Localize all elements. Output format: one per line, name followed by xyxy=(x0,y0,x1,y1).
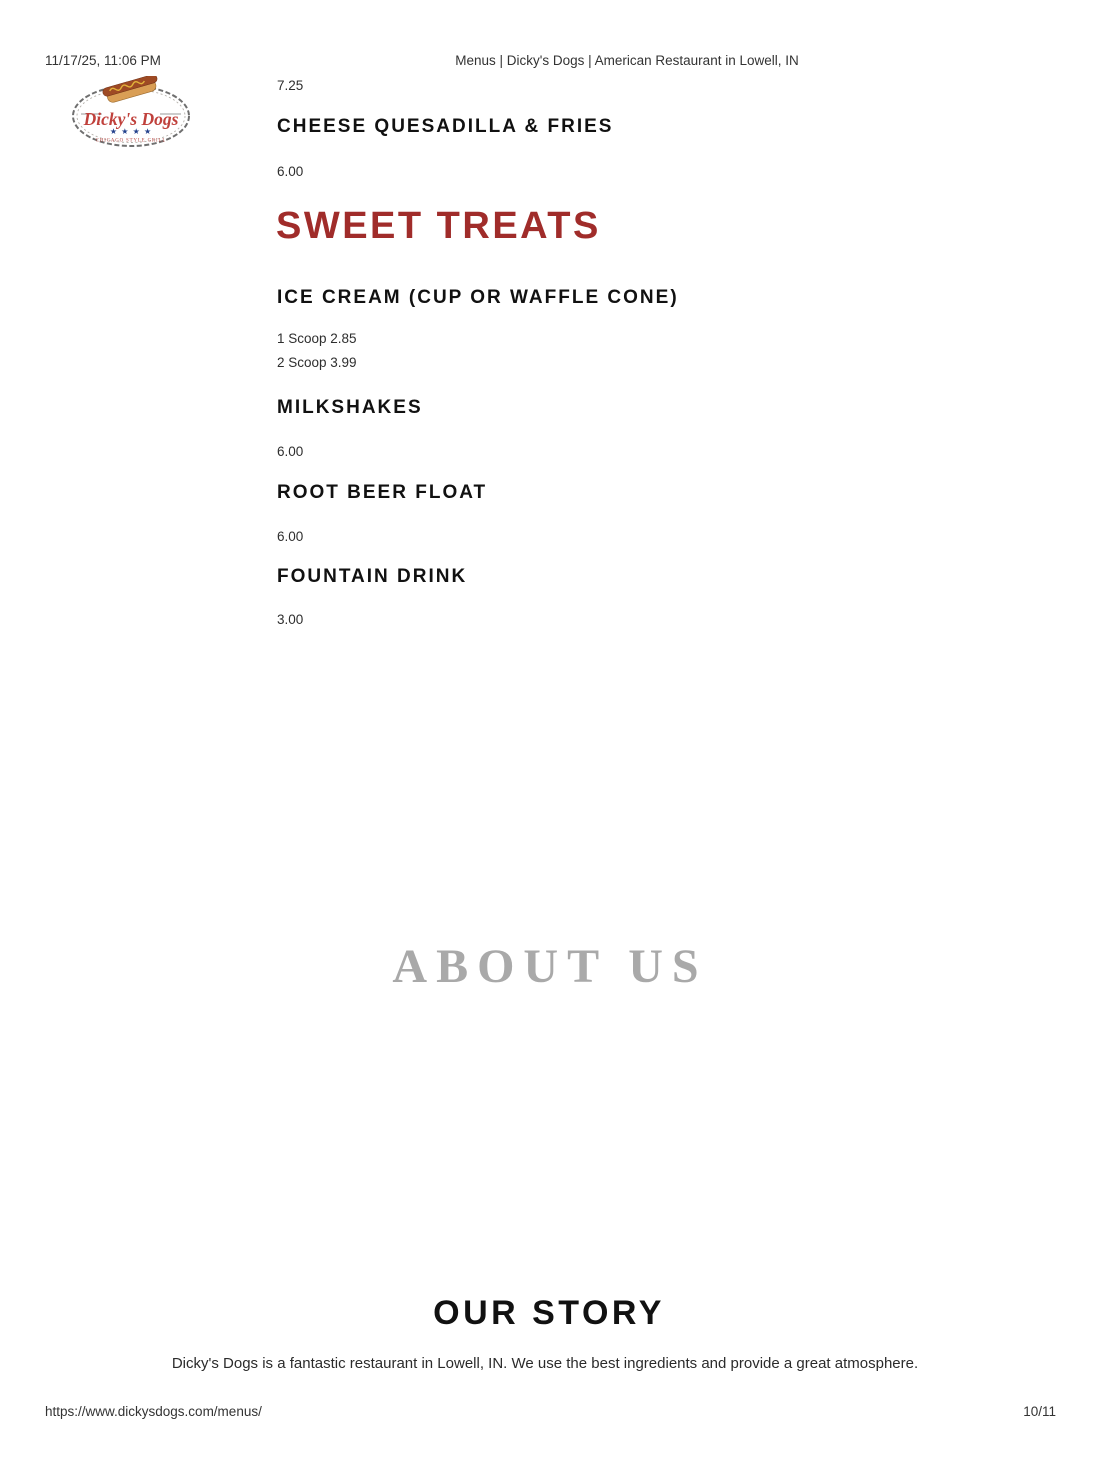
our-story-text: Dicky's Dogs is a fantastic restaurant in Lowell, IN. We use the best ingredients and provide a great atmosphere. xyxy=(171,1355,919,1372)
our-story-heading: OUR STORY xyxy=(433,1294,665,1332)
print-header-title: Menus | Dicky's Dogs | American Restaurant in Lowell, IN xyxy=(455,53,799,68)
menu-price-lines xyxy=(277,327,357,375)
menu-item-title: FOUNTAIN DRINK xyxy=(277,566,468,587)
restaurant-logo xyxy=(68,76,194,150)
menu-price: 6.00 xyxy=(277,164,304,179)
menu-price: 1 Scoop 2.85 xyxy=(277,331,357,346)
menu-item-title: ICE CREAM (CUP OR WAFFLE CONE) xyxy=(277,287,679,308)
logo-stars: ★ ★ ★ ★ xyxy=(109,127,153,136)
menu-item-title: CHEESE QUESADILLA & FRIES xyxy=(277,116,614,137)
menu-section-heading: SWEET TREATS xyxy=(276,205,601,247)
logo-tagline-text: CHICAGO STYLE GRILL xyxy=(95,138,167,144)
print-footer-url: https://www.dickysdogs.com/menus/ xyxy=(45,1404,262,1419)
about-us-watermark: ABOUT US xyxy=(392,940,708,993)
menu-price: 7.25 xyxy=(277,78,304,93)
menu-price: 6.00 xyxy=(277,529,304,544)
dickys-dogs-logo-icon xyxy=(68,76,194,150)
menu-price: 2 Scoop 3.99 xyxy=(277,355,357,370)
print-timestamp: 11/17/25, 11:06 PM xyxy=(45,53,161,68)
logo-name-text: Dicky's Dogs xyxy=(83,109,179,129)
menu-price: 6.00 xyxy=(277,444,304,459)
menu-price: 3.00 xyxy=(277,612,304,627)
menu-item-title: MILKSHAKES xyxy=(277,397,423,418)
print-footer-page-number: 10/11 xyxy=(1023,1404,1056,1419)
menu-item-title: ROOT BEER FLOAT xyxy=(277,482,488,503)
